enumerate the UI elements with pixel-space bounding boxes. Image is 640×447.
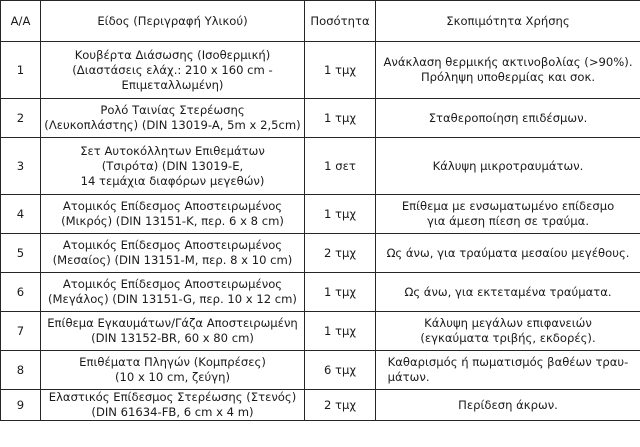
item-quantity: 6 τμχ <box>305 351 376 390</box>
item-purpose <box>376 312 640 351</box>
item-quantity: 1 τμχ <box>305 99 376 138</box>
item-purpose <box>376 99 640 138</box>
item-purpose-line: Κάλυψη μεγάλων επιφανειών <box>424 316 592 330</box>
item-purpose-line: μάτων. <box>387 370 430 384</box>
item-description-line: Επιθέματα Πληγών (Κομπρέσες) <box>79 355 266 369</box>
item-description-line: (DIN 13152-BR, 60 x 80 cm) <box>91 331 254 345</box>
item-description-line: (DIN 61634-FB, 6 cm x 4 m) <box>91 405 254 419</box>
row-index: 8 <box>1 351 41 390</box>
item-purpose <box>376 195 640 234</box>
item-description <box>41 390 305 421</box>
row-index: 9 <box>1 390 41 421</box>
table-row <box>1 351 640 390</box>
item-purpose-line: Καθαρισμός ή πωματισμός βαθέων τραυ- <box>387 355 629 369</box>
item-description-line: Ελαστικός Επίδεσμος Στερέωσης (Στενός) <box>48 390 297 404</box>
item-quantity: 2 τμχ <box>305 234 376 273</box>
item-description-line: Κουβέρτα Διάσωσης (Ισοθερμική) <box>74 47 271 62</box>
item-description <box>41 234 305 273</box>
header-quantity: Ποσότητα <box>305 1 376 42</box>
table-row <box>1 390 640 421</box>
table-row <box>1 195 640 234</box>
table-row <box>1 234 640 273</box>
item-description <box>41 138 305 195</box>
item-purpose-line: (εγκαύματα τριβής, εκδορές). <box>420 331 596 345</box>
item-description-line: Σετ Αυτοκόλλητων Επιθεμάτων <box>80 143 265 158</box>
row-index: 7 <box>1 312 41 351</box>
item-quantity: 1 τμχ <box>305 195 376 234</box>
item-description-line: (Διαστάσεις ελάχ.: 210 x 160 cm - <box>72 62 273 77</box>
item-quantity: 2 τμχ <box>305 390 376 421</box>
item-description-line: (Λευκοπλάστης) (DIN 13019-A, 5m x 2,5cm) <box>44 118 301 132</box>
item-purpose <box>376 390 640 421</box>
item-quantity: 1 τμχ <box>305 312 376 351</box>
table-row <box>1 138 640 195</box>
item-description-line: (10 x 10 cm, ζεύγη) <box>115 370 230 384</box>
row-index: 5 <box>1 234 41 273</box>
row-index: 4 <box>1 195 41 234</box>
item-description-line: 14 τεμάχια διαφόρων μεγεθών) <box>80 173 265 188</box>
item-purpose-line: Ανάκλαση θερμικής ακτινοβολίας (>90%). <box>383 55 633 69</box>
row-index: 6 <box>1 273 41 312</box>
item-purpose-line: Ως άνω, για εκτεταμένα τραύματα. <box>404 284 612 299</box>
item-description-line: (Τσιρότα) (DIN 13019-E, <box>101 158 244 173</box>
item-quantity: 1 τμχ <box>305 42 376 99</box>
item-purpose <box>376 138 640 195</box>
item-purpose-line: Κάλυψη μικροτραυμάτων. <box>432 158 584 173</box>
table-header-row <box>1 1 640 42</box>
item-description-line: Επίθεμα Εγκαυμάτων/Γάζα Αποστειρωμένη <box>47 316 298 330</box>
item-purpose <box>376 273 640 312</box>
item-purpose-line: Περίδεση άκρων. <box>458 397 558 412</box>
header-purpose: Σκοπιμότητα Χρήσης <box>376 1 640 42</box>
item-description-line: (Μικρός) (DIN 13151-K, περ. 6 x 8 cm) <box>61 214 284 228</box>
item-description <box>41 195 305 234</box>
item-description <box>41 351 305 390</box>
item-description-line: Ρολό Ταινίας Στερέωσης <box>100 103 245 117</box>
table-row <box>1 99 640 138</box>
item-description-line: (Μεγάλος) (DIN 13151-G, περ. 10 x 12 cm) <box>48 292 297 306</box>
item-description-line: Ατομικός Επίδεσμος Αποστειρωμένος <box>62 199 283 213</box>
item-purpose-line: Επίθεμα με ενσωματωμένο επίδεσμο <box>401 199 615 213</box>
item-purpose <box>376 351 640 390</box>
item-description <box>41 273 305 312</box>
item-quantity: 1 τμχ <box>305 273 376 312</box>
item-description-line: Ατομικός Επίδεσμος Αποστειρωμένος <box>62 277 283 291</box>
item-purpose <box>376 234 640 273</box>
table-row <box>1 273 640 312</box>
item-quantity: 1 σετ <box>305 138 376 195</box>
row-index: 3 <box>1 138 41 195</box>
item-description <box>41 312 305 351</box>
row-index: 1 <box>1 42 41 99</box>
item-description <box>41 99 305 138</box>
header-index: Α/Α <box>1 1 41 42</box>
item-purpose <box>376 42 640 99</box>
item-description <box>41 42 305 99</box>
item-purpose-line: Ως άνω, για τραύματα μεσαίου μεγέθους. <box>386 245 630 260</box>
item-purpose-line: για άμεση πίεση σε τραύμα. <box>426 214 590 228</box>
header-item: Είδος (Περιγραφή Υλικού) <box>41 1 305 42</box>
table-row <box>1 312 640 351</box>
table-row <box>1 42 640 99</box>
item-description-line: Επιμεταλλωμένη) <box>121 77 224 92</box>
item-description-line: (Μεσαίος) (DIN 13151-M, περ. 8 x 10 cm) <box>52 253 293 267</box>
item-description-line: Ατομικός Επίδεσμος Αποστειρωμένος <box>62 238 283 252</box>
item-purpose-line: Σταθεροποίηση επιδέσμων. <box>428 110 588 125</box>
row-index: 2 <box>1 99 41 138</box>
item-purpose-line: Πρόληψη υποθερμίας και σοκ. <box>420 70 596 84</box>
